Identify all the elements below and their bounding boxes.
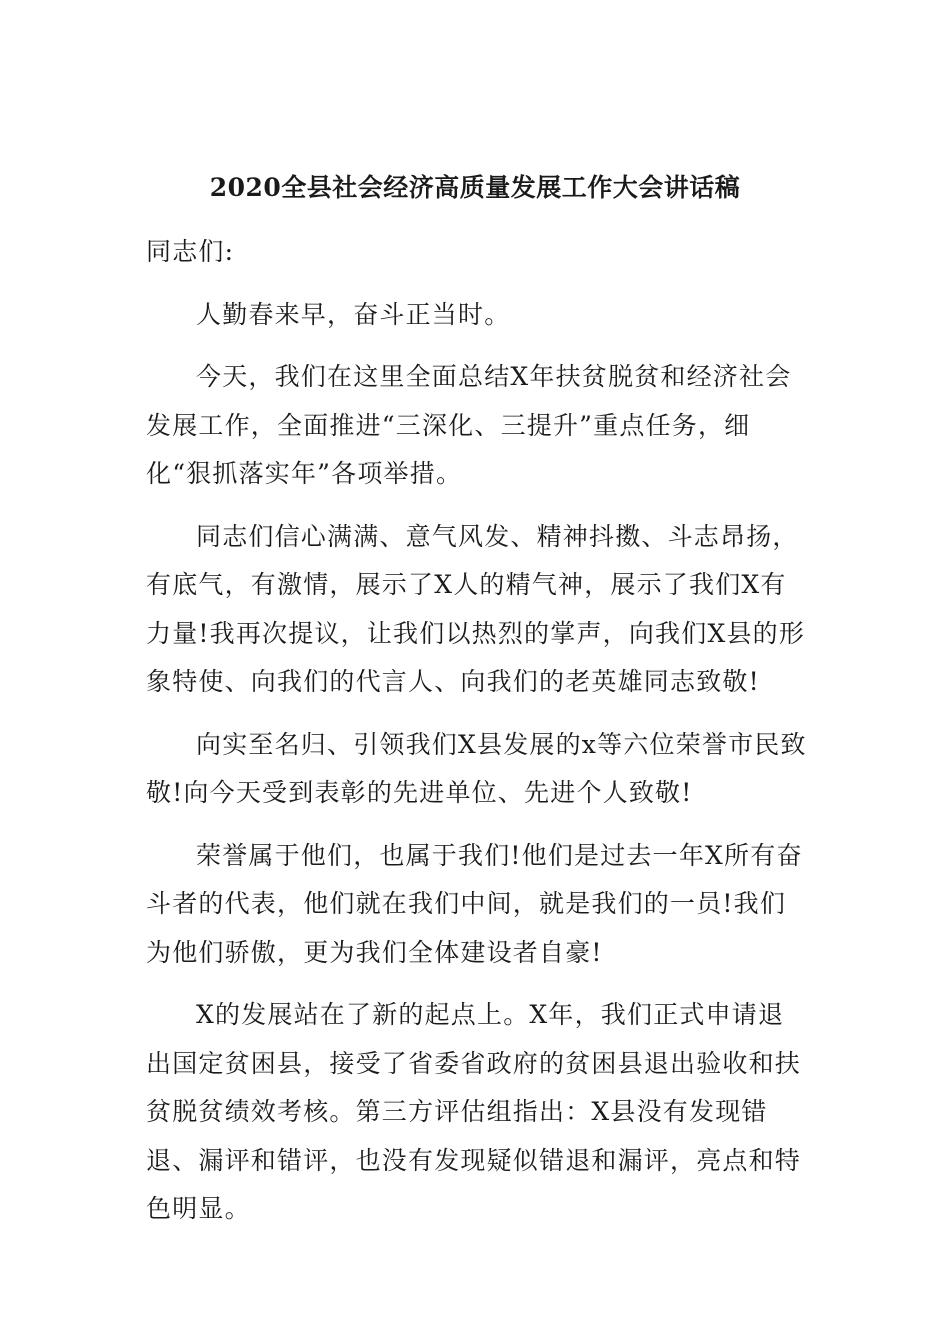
salutation: 同志们: — [146, 237, 235, 266]
document-title: 2020全县社会经济高质量发展工作大会讲话稿 — [209, 173, 741, 202]
paragraph-development: X的发展站在了新的起点上。X年，我们正式申请退出国定贫困县，接受了省委省政府的贫困县退出验收和扶贫脱贫绩效考核。第三方评估组指出：X县没有发现错退、漏评和错评，也没有发现疑似错退和漏评，亮点和特色明显。 — [146, 1000, 802, 1223]
paragraph-opening: 人勤春来早，奋斗正当时。 — [196, 299, 511, 329]
paragraph-summary: 今天，我们在这里全面总结X年扶贫脱贫和经济社会发展工作，全面推进“三深化、三提升”重点任务，细化“狠抓落实年”各项举措。 — [146, 362, 792, 488]
paragraph-tribute: 同志们信心满满、意气风发、精神抖擞、斗志昂扬，有底气，有激情，展示了X人的精气神，展示了我们X有力量!我再次提议，让我们以热烈的掌声，向我们X县的形象特使、向我们的代言人、向我们的老英雄同志致敬! — [146, 521, 806, 696]
document-body — [146, 228, 810, 1248]
paragraph-honor: 荣誉属于他们，也属于我们!他们是过去一年X所有奋斗者的代表，他们就在我们中间，就是我们的一员!我们为他们骄傲，更为我们全体建设者自豪! — [146, 840, 803, 967]
paragraph-honorary-citizens: 向实至名归、引领我们X县发展的x等六位荣誉市民致敬!向今天受到表彰的先进单位、先进个人致敬! — [146, 729, 807, 807]
